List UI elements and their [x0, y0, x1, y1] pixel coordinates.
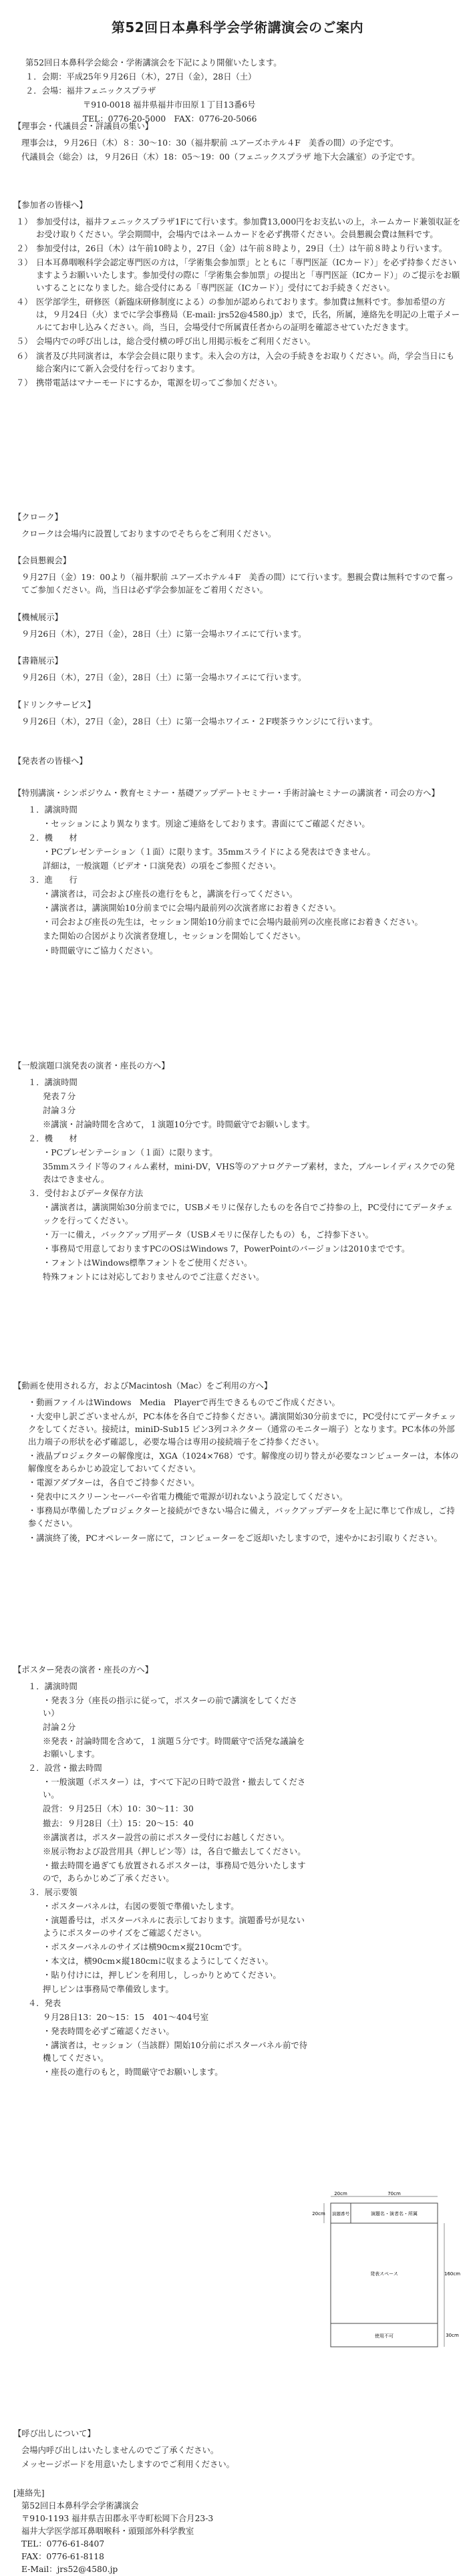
presenters-section	[13, 755, 461, 772]
paragraph: 35mmスライド等のフィルム素材，mini-DV，VHS等のアナログテープ素材，また，ブルーレイディスクでの発表はできません。	[43, 1162, 455, 1185]
contact-section	[13, 2487, 441, 2576]
section-title: 【一般演題口演発表の演者・座長の方へ】	[13, 1061, 170, 1070]
paragraph: ・フォントはWindows標準フォントをご使用ください。	[43, 1258, 253, 1268]
subheading: １．講演時間	[28, 1078, 77, 1088]
party-section	[13, 555, 461, 598]
paragraph: ・講演者は，司会および座長の進行をもと，講演を行ってください。	[43, 889, 298, 899]
subheading: １．講演時間	[28, 805, 77, 815]
paragraph: ・PCプレゼンテーション（１面）に限ります。35mmスライドによる発表はできません。	[43, 847, 375, 857]
subheading: ２．機 材	[28, 1134, 77, 1144]
subheading: ３．展示要領	[28, 1887, 77, 1897]
section-title: 【特別講演・シンポジウム・教育セミナー・基礎アップデートセミナー・手術討論セミナーの講演者・司会の方へ】	[13, 789, 440, 798]
special-lecture-section	[13, 787, 461, 959]
section-title: 【動画を使用される方，およびMacintosh（Mac）をご利用の方へ】	[13, 1381, 273, 1391]
section-title: 【呼び出しについて】	[13, 2429, 96, 2438]
poster-section	[13, 1664, 307, 2080]
paragraph: 特殊フォントには対応しておりませんのでご注意ください。	[43, 1272, 265, 1282]
paragraph: ・ポスターパネルは，右図の要領で準備いたします。	[43, 1901, 239, 1911]
paging-text: メッセージボードを用意いたしますのでご利用ください。	[21, 2460, 234, 2470]
subheading: ２．設営・撤去時間	[28, 1763, 102, 1773]
paragraph: ・動画ファイルはWindows Media Playerで再生できるものでご作成ください。	[28, 1398, 340, 1408]
section-title: 【機械展示】	[13, 613, 63, 622]
section-title: 【参加者の皆様へ】	[13, 200, 88, 210]
contact-email[interactable]: E-Mail：jrs52@4580.jp	[21, 2565, 118, 2575]
paragraph: 押しピンは事務局で準備致します。	[43, 1985, 174, 1995]
dim-label-left: 20cm	[334, 2191, 347, 2196]
list-item: １） 参加受付は，福井フェニックスプラザ1Fにて行います。参加費13,000円をお支払いの上，ネームカード兼領収証をお受け取りください。学会期間中，会場内ではネームカードを必ず携帯ください。会員懇親会費は無料です。	[16, 217, 461, 240]
paragraph: ※発表・討論時間を含めて，１演題５分です。時間厳守で活発な議論をお願いします。	[43, 1737, 305, 1759]
paragraph: ９月28日13：20～15：15 401～404号室	[43, 2013, 209, 2023]
paragraph: ・撤去時間を過ぎても放置されるポスターは，事務局で処分いたしますので，あらかじめご了承ください。	[43, 1860, 306, 1883]
list-item: ２） 参加受付は，26日（木）は午前10時より，27日（金）は午前８時より，29日（土）は午前８時より行います。	[16, 244, 447, 254]
paragraph: ・講演者は，講演開始30分前までに，USBメモリに保存したものを各自でご持参の上，PC受付にてデータチェックを行ってください。	[43, 1203, 454, 1226]
cloak-section	[13, 511, 461, 542]
paragraph: ※講演・討論時間を含めて，１演題10分です。時間厳守でお願いします。	[43, 1120, 315, 1130]
paragraph: ・液晶プロジェクターの解像度は，XGA（1024×768）です。解像度の切り替えが必要なコンピューターは，本体の解像度をあらかじめ設定しておいてください。	[28, 1451, 459, 1474]
subheading: ３．受付およびデータ保存方法	[28, 1189, 144, 1199]
paragraph: ・電源アダプターは，各自でご持参ください。	[28, 1478, 200, 1488]
paragraph: ・座長の進行のもと，時間厳守でお願いします。	[43, 2067, 223, 2078]
contact-org: 第52回日本鼻科学会学術講演会	[21, 2501, 139, 2511]
paragraph: ・一般演題（ポスター）は，すべて下記の日時で設営・撤去してください。	[43, 1777, 306, 1800]
dim-label-top: 20cm	[312, 2211, 325, 2216]
paragraph: 討論３分	[43, 1106, 76, 1116]
paragraph: また開始の合図がより次演者登壇し，セッションを開始してください。	[43, 932, 306, 942]
paragraph: ・講演者は，セッション（当該群）開始10分前にポスターパネル前で待機してください。	[43, 2041, 307, 2063]
page-title: 第52回日本鼻科学会学術講演会のご案内	[111, 19, 364, 35]
dim-label-bottom: 30cm	[446, 2333, 459, 2338]
subheading: １．講演時間	[28, 1682, 77, 1692]
intro-venue: ２．会場：福井フェニックスプラザ	[25, 86, 156, 96]
paragraph: ・講演終了後，PCオペレーター席にて，コンピューターをご返却いたしますので，速やかにお引取りください。	[28, 1533, 442, 1543]
poster-panel-diagram	[311, 2190, 461, 2357]
video-mac-section	[13, 1380, 461, 1546]
intro-section	[25, 57, 453, 127]
dim-label-height: 160cm	[444, 2271, 461, 2277]
paragraph: ・貼り付けには，押しピンを利用し，しっかりとめてください。	[43, 1971, 281, 1981]
paging-section	[13, 2428, 461, 2472]
intro-text: 第52回日本鼻科学会総会・学術講演会を下記により開催いたします。	[25, 58, 282, 67]
section-title: 【発表者の皆様へ】	[13, 756, 88, 766]
section-title: 【書籍展示】	[13, 656, 63, 666]
subheading: ２．機 材	[28, 833, 77, 843]
paragraph: 発表７分	[43, 1092, 76, 1102]
paragraph: ・発表時間を必ずご確認ください。	[43, 2027, 174, 2037]
paragraph: 設営：９月25日（木）10：30～11：30	[43, 1804, 194, 1814]
paragraph: ・発表３分（座長の指示に従って，ポスターの前で講演をしてください）	[43, 1696, 297, 1719]
paragraph: ・大変申し訳ございませんが，PC本体を各自でご持参ください。講演開始30分前までに，PC受付にてデータチェックをしてください。接続は，miniD-Sub15 ピン3列コネクター（通常のモニター端子）となります。PC本体の外部出力端子の形状を必ず確認し，必要な場合は専用の接続端子をご持参ください。	[28, 1412, 456, 1447]
paragraph: 撤去：９月28日（土）15：20～15：40	[43, 1818, 194, 1828]
drinks-text: ９月26日（木），27日（金），28日（土）に第一会場ホワイエ・２F喫茶ラウンジにて行います。	[21, 717, 377, 727]
equipment-text: ９月26日（木），27日（金），28日（土）に第一会場ホワイエにて行います。	[21, 629, 307, 639]
contact-address: 〒910-1193 福井県吉田郡永平寺町松岡下合月23-3	[21, 2514, 214, 2524]
list-item: ３） 日本耳鼻咽喉科学会認定専門医の方は，「学術集会参加票」とともに「専門医証（ICカード）」を必ず持参くださいますようお願いいたします。参加受付の際に「学術集会参加票」の提出と「専門医証（ICカード）」のご提示をお願いすることになりました。総合受付にある「専門医証（ICカード）」受付にてお手続きください。	[16, 258, 460, 293]
box-label-body: 発表スペース	[370, 2271, 398, 2277]
contact-fax: FAX：0776-61-8118	[21, 2552, 104, 2562]
equipment-section	[13, 611, 461, 642]
paragraph: ・ポスターパネルのサイズは横90cm×縦210cmです。	[43, 1942, 247, 1952]
paragraph: ・演題番号は，ポスターパネルに表示しております。演題番号が見ないようにポスターのサイズをご確認ください。	[43, 1915, 305, 1938]
general-meeting-text: 代議員会（総会）は，９月26日（木）18：05～19：00（フェニックスプラザ 地下大会議室）の予定です。	[21, 152, 420, 162]
box-label-note: 使用不可	[375, 2333, 393, 2339]
paragraph: 討論２分	[43, 1723, 76, 1733]
intro-address: 〒910-0018 福井県福井市田原１丁目13番6号	[83, 100, 256, 110]
paragraph: ・万一に備え，バックアップ用データ（USBメモリに保存したもの）も，ご持参下さい。	[43, 1230, 373, 1240]
paragraph: ・時間厳守にご協力ください。	[43, 946, 158, 956]
paragraph: ・事務局で用意しておりますPCのOSはWindows 7，PowerPointのバージョンは2010までです。	[43, 1244, 410, 1254]
subheading: ４．発表	[28, 1999, 61, 2009]
paragraph: ・事務局が準備したプロジェクターと接続ができない場合に備え，バックアップデータを上記に準じて作成し，ご持参ください。	[28, 1506, 455, 1529]
subheading: ３．進 行	[28, 875, 77, 885]
dim-label-main: 70cm	[387, 2191, 401, 2196]
cloak-text: クロークは会場内に設置しておりますのでそちらをご利用ください。	[21, 529, 277, 539]
paragraph: ・司会および座長の先生は，セッション開始10分前までに会場内最前列の次座長席にお着きください。	[43, 917, 423, 927]
section-title: 【ドリンクサービス】	[13, 700, 96, 710]
intro-phone: TEL：0776-20-5000 FAX：0776-20-5066	[83, 114, 257, 124]
section-title: 【クローク】	[13, 513, 63, 522]
list-item: ５） 会場内での呼び出しは，総合受付横の呼び出し用掲示板をご利用ください。	[16, 337, 316, 347]
paragraph: ・セッションにより異なります。別途ご連絡をしております。書面にてご確認ください。	[43, 819, 370, 829]
contact-title: [連絡先]	[13, 2488, 45, 2498]
section-title: 【理事会・代議員会・評議員の集い】	[13, 122, 154, 131]
paging-text: 会場内呼び出しはいたしませんのでご了承ください。	[21, 2446, 219, 2456]
paragraph: ※講演者は，ポスター設営の前にポスター受付にお越しください。	[43, 1832, 289, 1842]
paragraph: ・本文は，横90cm×縦180cmに収まるようにしてください。	[43, 1956, 273, 1966]
party-text: ９月27日（金）19：00より（福井駅前 ユアーズホテル４F 美香の間）にて行います。懇親会費は無料ですので奮ってご参加ください。尚，当日は必ず学会参加証をご着用ください。	[21, 573, 454, 595]
intro-period: １．会期：平成25年９月26日（木），27日（金），28日（土）	[25, 72, 257, 82]
list-item: ７） 携帯電話はマナーモードにするか，電源を切ってご参加ください。	[16, 378, 283, 388]
section-title: 【ポスター発表の演者・座長の方へ】	[13, 1665, 154, 1675]
paragraph: ・講演者は，講演開始10分前までに会場内最前列の次演者席にお着きください。	[43, 903, 341, 913]
paragraph: ・発表中にスクリーンセーバーや省電力機能で電源が切れないよう設定してください。	[28, 1492, 348, 1502]
box-label-title: 演題名・演者名・所属	[371, 2211, 418, 2216]
paragraph: ※展示物および設営用具（押しピン等）は，各自で撤去してください。	[43, 1846, 306, 1856]
section-title: 【会員懇親会】	[13, 556, 71, 565]
general-presentation-section	[13, 1060, 461, 1285]
board-meeting-section	[13, 120, 461, 165]
contact-tel: TEL：0776-61-8407	[21, 2539, 105, 2549]
list-item: ６） 演者及び共同演者は，本学会会員に限ります。未入会の方は，入会の手続きをお取りください。尚，学会当日にも総合案内にて新入会受付を行っております。	[16, 351, 455, 374]
contact-dept: 福井大学医学部耳鼻咽喉科・頭頸部外科学教室	[21, 2527, 194, 2537]
board-meeting-text: 理事会は，９月26日（木）８：30～10：30（福井駅前 ユアーズホテル４F 美香の間）の予定です。	[21, 138, 399, 148]
box-label-number: 演題番号	[332, 2211, 349, 2216]
participants-section	[13, 199, 461, 391]
paragraph: ・PCプレゼンテーション（１面）に限ります。	[43, 1148, 218, 1158]
books-section	[13, 655, 461, 686]
drinks-section	[13, 699, 461, 730]
participants-list	[13, 216, 461, 390]
list-item: ４） 医学部学生，研修医（新臨床研修制度による）の参加が認められております。参加費は無料です。参加希望の方は，９月24日（火）までに学会事務局（E-mail: jrs52@4580.jp）まで，氏名，所属，連絡先を明記の上電子メールにてお申し込みください。尚，当日，会場受付で所属責任者からの証明を確認させていただきます。	[16, 297, 460, 333]
books-text: ９月26日（木），27日（金），28日（土）に第一会場ホワイエにて行います。	[21, 673, 307, 683]
paragraph: 詳細は，一般演題（ビデオ・口演発表）の項をご参照ください。	[43, 861, 281, 871]
